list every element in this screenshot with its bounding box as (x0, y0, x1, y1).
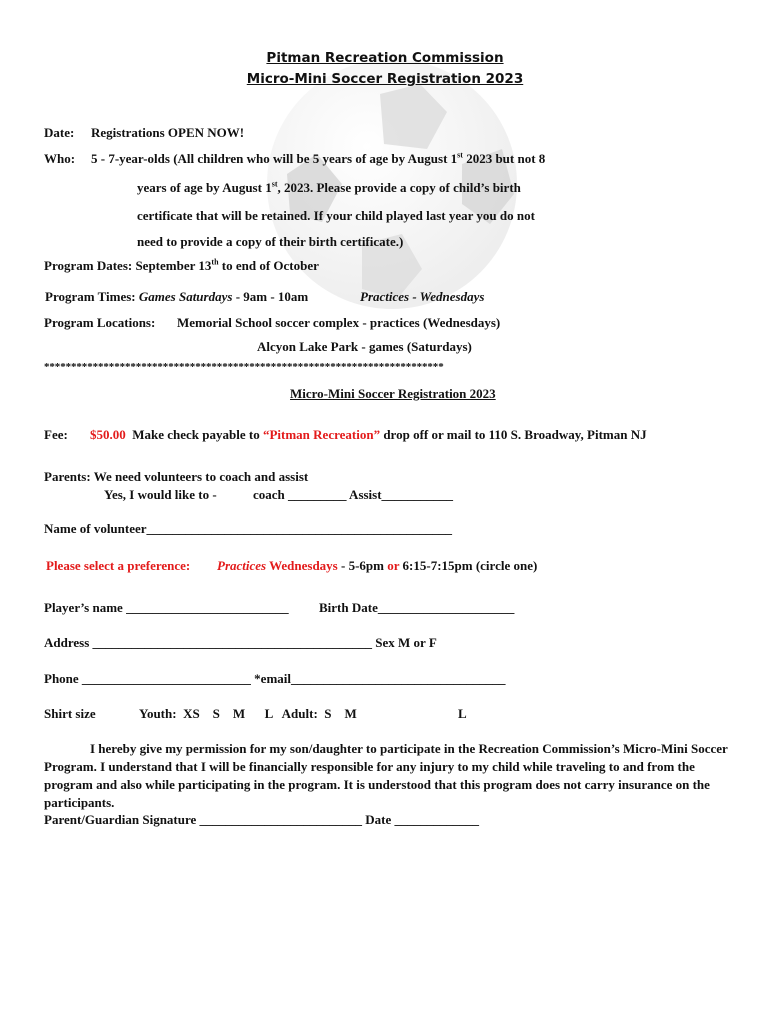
location-2: Alcyon Lake Park - games (Saturdays) (257, 339, 472, 354)
fee-payee: “Pitman Recreation” (262, 427, 381, 442)
phone-email-field[interactable]: Phone __________________________ *email_________________________________ (44, 671, 506, 686)
who-line-3: certificate that will be retained. If your child played last year you do not (137, 208, 535, 223)
signature-field[interactable]: Parent/Guardian Signature _________________________ Date _____________ (44, 812, 480, 827)
program-times-practices: Practices - Wednesdays (360, 289, 485, 304)
birth-date-field[interactable]: Birth Date_____________________ (319, 600, 515, 615)
waiver-text: I hereby give my permission for my son/daughter to participate in the Recreation Commission’s Micro-Mini Soccer Program. I understand that I will be financially responsible for any injury to my child while traveling to and from the program and also while participating in the program. It is understood that this program does not carry insurance on the participants. (44, 741, 728, 810)
address-field[interactable]: Address ___________________________________________ Sex M or F (44, 635, 437, 650)
program-times: Program Times: Games Saturdays - 9am - 10am (45, 289, 309, 304)
preference-options[interactable]: Practices Wednesdays - 5-6pm or 6:15-7:15pm (circle one) (217, 558, 538, 573)
volunteer-role-field[interactable]: coach _________ Assist___________ (253, 487, 454, 502)
page-title: Micro-Mini Soccer Registration 2023 (246, 71, 524, 87)
who-line-1: 5 - 7-year-olds (All children who will be 5 years of age by August 1st 2023 but not 8 (91, 150, 546, 166)
organization-title: Pitman Recreation Commission (266, 50, 504, 66)
date-value: Registrations OPEN NOW! (91, 125, 245, 140)
shirt-size-adult-large[interactable]: L (458, 706, 467, 721)
location-1: Memorial School soccer complex - practices (Wednesdays) (177, 315, 501, 330)
fee-label: Fee: (44, 427, 68, 442)
volunteer-yes: Yes, I would like to - (104, 487, 217, 502)
form-title: Micro-Mini Soccer Registration 2023 (290, 386, 496, 401)
program-dates: Program Dates: September 13th to end of October (44, 257, 319, 273)
who-line-2: years of age by August 1st, 2023. Please provide a copy of child’s birth (137, 179, 521, 195)
preference-label: Please select a preference: (46, 558, 191, 573)
fee-amount: $50.00 (90, 427, 126, 442)
date-label: Date: (44, 125, 75, 140)
volunteer-request: Parents: We need volunteers to coach and assist (44, 469, 309, 484)
fee-line: $50.00 Make check payable to “Pitman Recreation” drop off or mail to 110 S. Broadway, Pitman NJ (90, 427, 647, 442)
volunteer-name-field[interactable]: Name of volunteer_______________________________________________ (44, 521, 453, 536)
who-label: Who: (44, 151, 76, 166)
separator: ************************************************************************** (44, 361, 444, 373)
shirt-size-label: Shirt size (44, 706, 96, 721)
who-line-4: need to provide a copy of their birth certificate.) (137, 234, 404, 249)
player-name-field[interactable]: Player’s name _________________________ (44, 600, 289, 615)
shirt-size-options[interactable]: Youth: XS S M L Adult: S M (139, 706, 357, 721)
program-locations-label: Program Locations: (44, 315, 156, 330)
